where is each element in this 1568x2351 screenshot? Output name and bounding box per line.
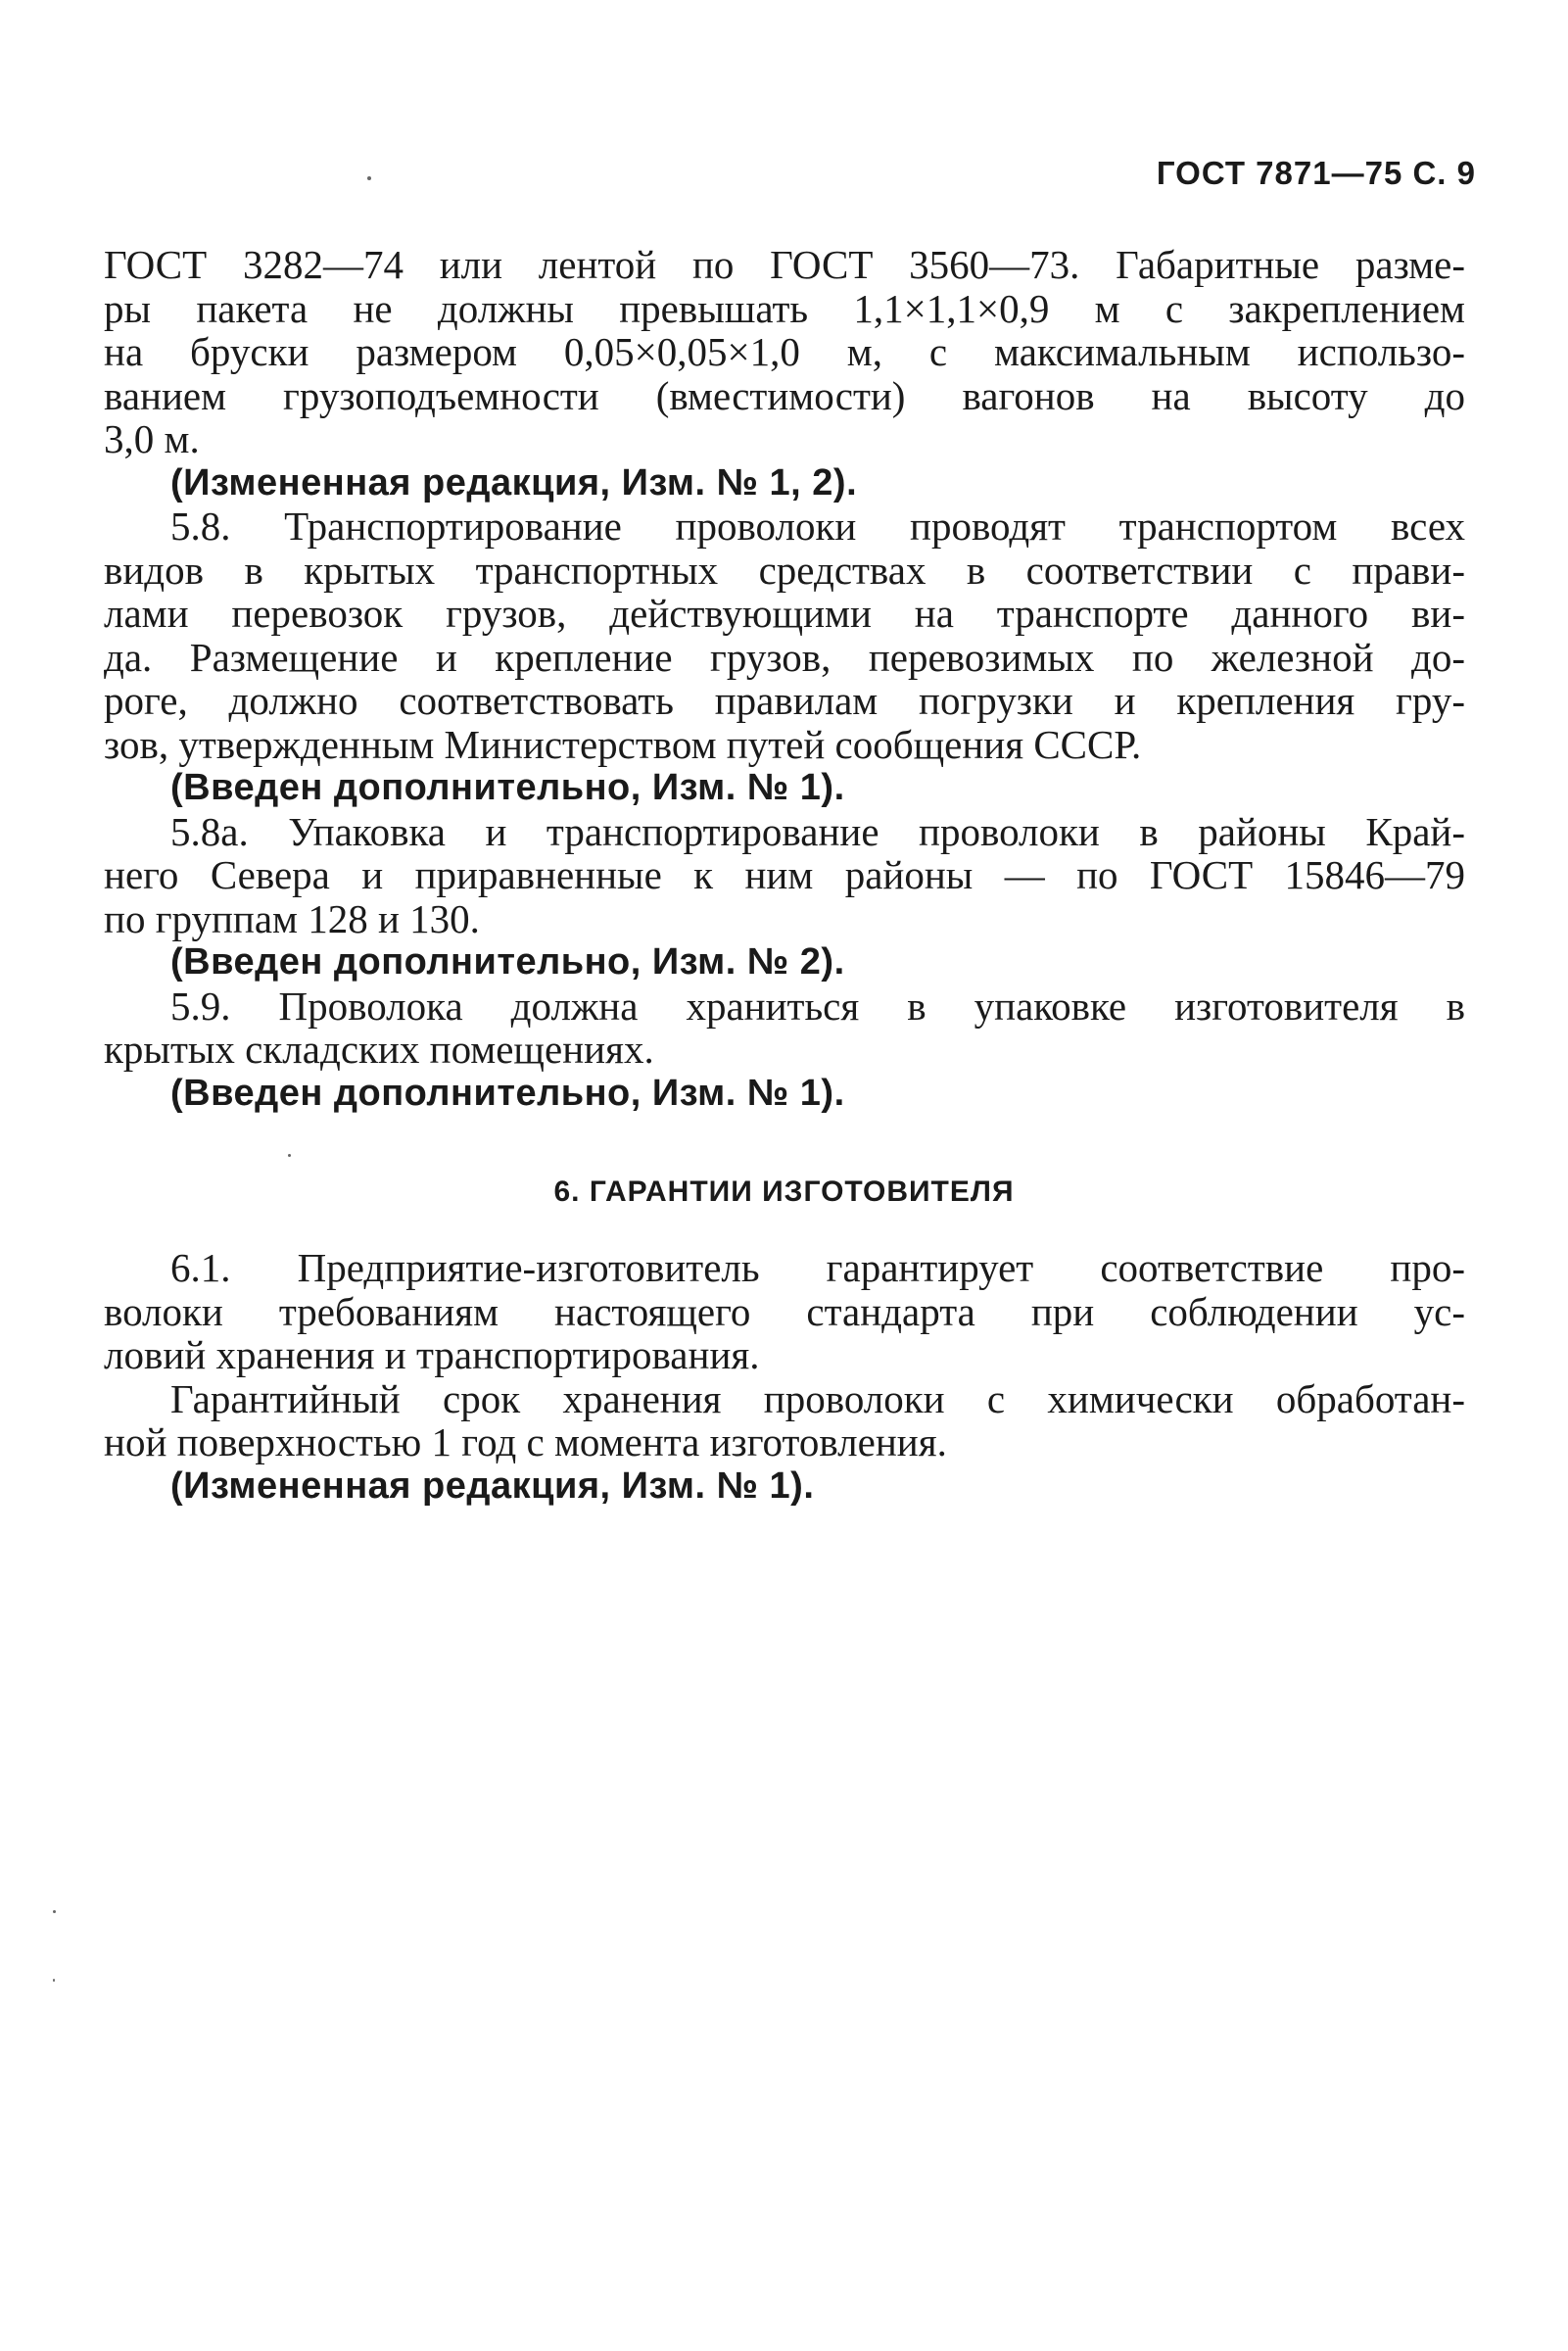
- amendment-note: (Введен дополнительно, Изм. № 1).: [170, 1072, 845, 1114]
- clause-5-9-line: 5.9. Проволока должна храниться в упаковке изготовителя в: [170, 983, 1465, 1029]
- clause-6-1-line: 6.1. Предприятие-изготовитель гарантирует соответствие про-: [170, 1245, 1465, 1290]
- clause-5-8a-line: 5.8а. Упаковка и транспортирование проволоки в районы Край-: [170, 808, 1465, 854]
- clause-5-9-line: крытых складских помещениях.: [104, 1027, 654, 1072]
- amendment-note: (Введен дополнительно, Изм. № 2).: [170, 941, 845, 983]
- guarantee-line: ной поверхностью 1 год с момента изготовления.: [104, 1419, 947, 1464]
- scan-speck: [367, 176, 371, 180]
- guarantee-line: Гарантийный срок хранения проволоки с химически обработан-: [170, 1375, 1465, 1421]
- text-line: ванием грузоподъемности (вместимости) вагонов на высоту до: [104, 372, 1465, 418]
- clause-5-8a-line: него Севера и приравненные к ним районы — по ГОСТ 15846—79: [104, 852, 1465, 897]
- clause-5-8-line: да. Размещение и крепление грузов, перевозимых по железной до-: [104, 634, 1465, 680]
- running-header: ГОСТ 7871—75 С. 9: [1156, 155, 1476, 191]
- text-line: 3,0 м.: [104, 416, 200, 461]
- clause-6-1-line: волоки требованиям настоящего стандарта при соблюдении ус-: [104, 1288, 1465, 1334]
- text-line: на бруски размером 0,05×0,05×1,0 м, с максимальным использо-: [104, 329, 1465, 374]
- text-line: ры пакета не должны превышать 1,1×1,1×0,9 м с закреплением: [104, 285, 1465, 331]
- clause-5-8-line: видов в крытых транспортных средствах в соответствии с прави-: [104, 547, 1465, 593]
- amendment-note: (Измененная редакция, Изм. № 1).: [170, 1464, 815, 1507]
- clause-5-8-line: зов, утвержденным Министерством путей сообщения СССР.: [104, 721, 1142, 767]
- clause-6-1-line: ловий хранения и транспортирования.: [104, 1332, 760, 1377]
- amendment-note: (Введен дополнительно, Изм. № 1).: [170, 767, 845, 808]
- clause-5-8a-line: по группам 128 и 130.: [104, 895, 480, 941]
- scan-speck: [53, 1910, 56, 1913]
- clause-5-8-line: роге, должно соответствовать правилам погрузки и крепления гру-: [104, 678, 1465, 723]
- clause-5-8-line: лами перевозок грузов, действующими на транспорте данного ви-: [104, 591, 1465, 636]
- scan-speck: [288, 1154, 291, 1157]
- clause-5-8-line: 5.8. Транспортирование проволоки проводят транспортом всех: [170, 504, 1465, 549]
- section-6-body: [104, 1246, 1465, 1508]
- text-line: ГОСТ 3282—74 или лентой по ГОСТ 3560—73. Габаритные разме-: [104, 242, 1465, 287]
- section-5-continuation: [104, 243, 1465, 1115]
- amendment-note: (Измененная редакция, Изм. № 1, 2).: [170, 461, 858, 504]
- section-6-heading: 6. ГАРАНТИИ ИЗГОТОВИТЕЛЯ: [553, 1176, 1015, 1208]
- scan-speck: [53, 1979, 55, 1982]
